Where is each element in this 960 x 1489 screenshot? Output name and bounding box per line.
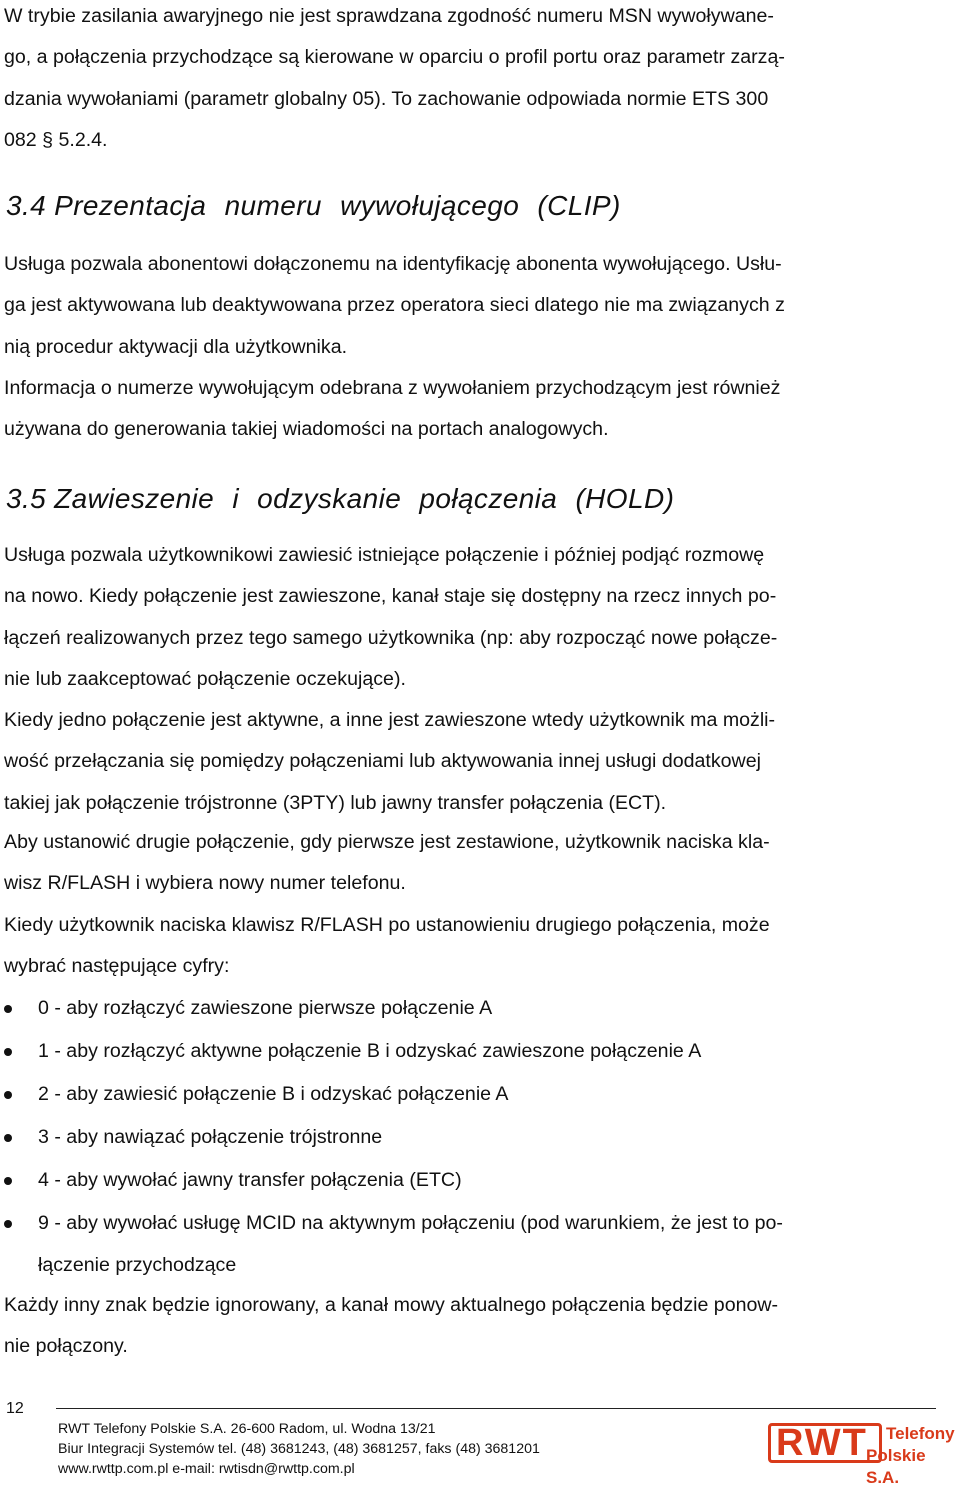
list-item: [0, 1202, 952, 1286]
section-number: 3.4: [6, 190, 47, 221]
text-line: dzania wywołaniami (parametr globalny 05). To zachowanie odpowiada normie ETS 300: [4, 87, 769, 110]
text-line: 082 § 5.2.4.: [4, 128, 108, 151]
footer-phones: Biur Integracji Systemów tel. (48) 3681243, (48) 3681257, faks (48) 3681201: [58, 1441, 540, 1457]
section-number: 3.5: [6, 483, 47, 514]
list-item: 4 - aby wywołać jawny transfer połączenia (ETC): [0, 1159, 952, 1202]
footer-contact: [58, 1419, 540, 1479]
text-line: Informacja o numerze wywołującym odebrana z wywołaniem przychodzącym jest również: [4, 377, 781, 399]
text-line: nie połączony.: [4, 1335, 128, 1358]
footer-company: RWT Telefony Polskie S.A. 26-600 Radom, ul. Wodna 13/21: [58, 1421, 436, 1437]
page-number: 12: [6, 1400, 24, 1417]
hold-paragraph-5: [4, 1285, 952, 1368]
hold-paragraph-2: [4, 700, 952, 824]
clip-paragraph-1: [4, 244, 952, 368]
logo-subtitle-1: Telefony: [886, 1424, 955, 1443]
intro-paragraph: [4, 0, 952, 161]
text-line: łączenie przychodzące: [38, 1254, 237, 1276]
clip-paragraph-2: [4, 368, 952, 451]
text-line: Usługa pozwala abonentowi dołączonemu na identyfikację abonenta wywołującego. Usłu-: [4, 253, 782, 275]
text-line: W trybie zasilania awaryjnego nie jest sprawdzana zgodność numeru MSN wywoływane-: [4, 5, 774, 27]
section-title: Zawieszenie i odzyskanie połączenia (HOLD): [54, 483, 675, 514]
text-line: ga jest aktywowana lub deaktywowana przez operatora sieci dlatego nie ma związanych z: [4, 294, 785, 317]
footer-web-email: www.rwttp.com.pl e-mail: rwtisdn@rwttp.com.pl: [58, 1461, 355, 1477]
text-line: go, a połączenia przychodzące są kierowane w oparciu o profil portu oraz parametr zarzą-: [4, 46, 785, 69]
logo-wordmark: RWT: [776, 1422, 868, 1464]
list-item: 1 - aby rozłączyć aktywne połączenie B i odzyskać zawieszone połączenie A: [0, 1030, 952, 1073]
hold-paragraph-3: [4, 822, 952, 905]
logo-subtitle-2: Polskie S.A.: [866, 1446, 926, 1487]
text-line: łączeń realizowanych przez tego samego użytkownika (np: aby rozpocząć nowe połącze-: [4, 626, 778, 649]
text-line: Usługa pozwala użytkownikowi zawiesić istniejące połączenie i później podjąć rozmowę: [4, 544, 765, 566]
text-line: używana do generowania takiej wiadomości na portach analogowych.: [4, 418, 609, 441]
section-title: Prezentacja numeru wywołującego (CLIP): [54, 190, 621, 221]
list-item: 3 - aby nawiązać połączenie trójstronne: [0, 1116, 952, 1159]
text-line: wość przełączania się pomiędzy połączeniami lub aktywowania innej usługi dodatkowej: [4, 750, 761, 773]
text-line: na nowo. Kiedy połączenie jest zawieszone, kanał staje się dostępny na rzecz innych po-: [4, 585, 777, 608]
hold-paragraph-1: [4, 535, 952, 700]
hold-paragraph-4: [4, 905, 952, 988]
text-line: takiej jak połączenie trójstronne (3PTY) lub jawny transfer połączenia (ECT).: [4, 791, 667, 814]
text-line: Kiedy jedno połączenie jest aktywne, a inne jest zawieszone wtedy użytkownik ma możli-: [4, 709, 776, 731]
text-line: 9 - aby wywołać usługę MCID na aktywnym połączeniu (pod warunkiem, że jest to po-: [38, 1212, 783, 1234]
text-line: Każdy inny znak będzie ignorowany, a kanał mowy aktualnego połączenia będzie ponow-: [4, 1294, 779, 1316]
list-item: 0 - aby rozłączyć zawieszone pierwsze połączenie A: [0, 987, 952, 1030]
text-line: wisz R/FLASH i wybiera nowy numer telefonu.: [4, 872, 406, 895]
text-line: Aby ustanowić drugie połączenie, gdy pierwsze jest zestawione, użytkownik naciska kla-: [4, 831, 770, 853]
section-heading-3-4: [6, 189, 621, 223]
digit-options-list: [0, 987, 952, 1286]
text-line: Kiedy użytkownik naciska klawisz R/FLASH po ustanowieniu drugiego połączenia, może: [4, 914, 770, 936]
company-logo: [768, 1419, 958, 1487]
text-line: nie lub zaakceptować połączenie oczekujące).: [4, 667, 406, 690]
list-item: 2 - aby zawiesić połączenie B i odzyskać połączenie A: [0, 1073, 952, 1116]
section-heading-3-5: [6, 482, 674, 516]
text-line: nią procedur aktywacji dla użytkownika.: [4, 335, 348, 358]
text-line: wybrać następujące cyfry:: [4, 955, 230, 978]
footer-divider: [56, 1408, 936, 1409]
